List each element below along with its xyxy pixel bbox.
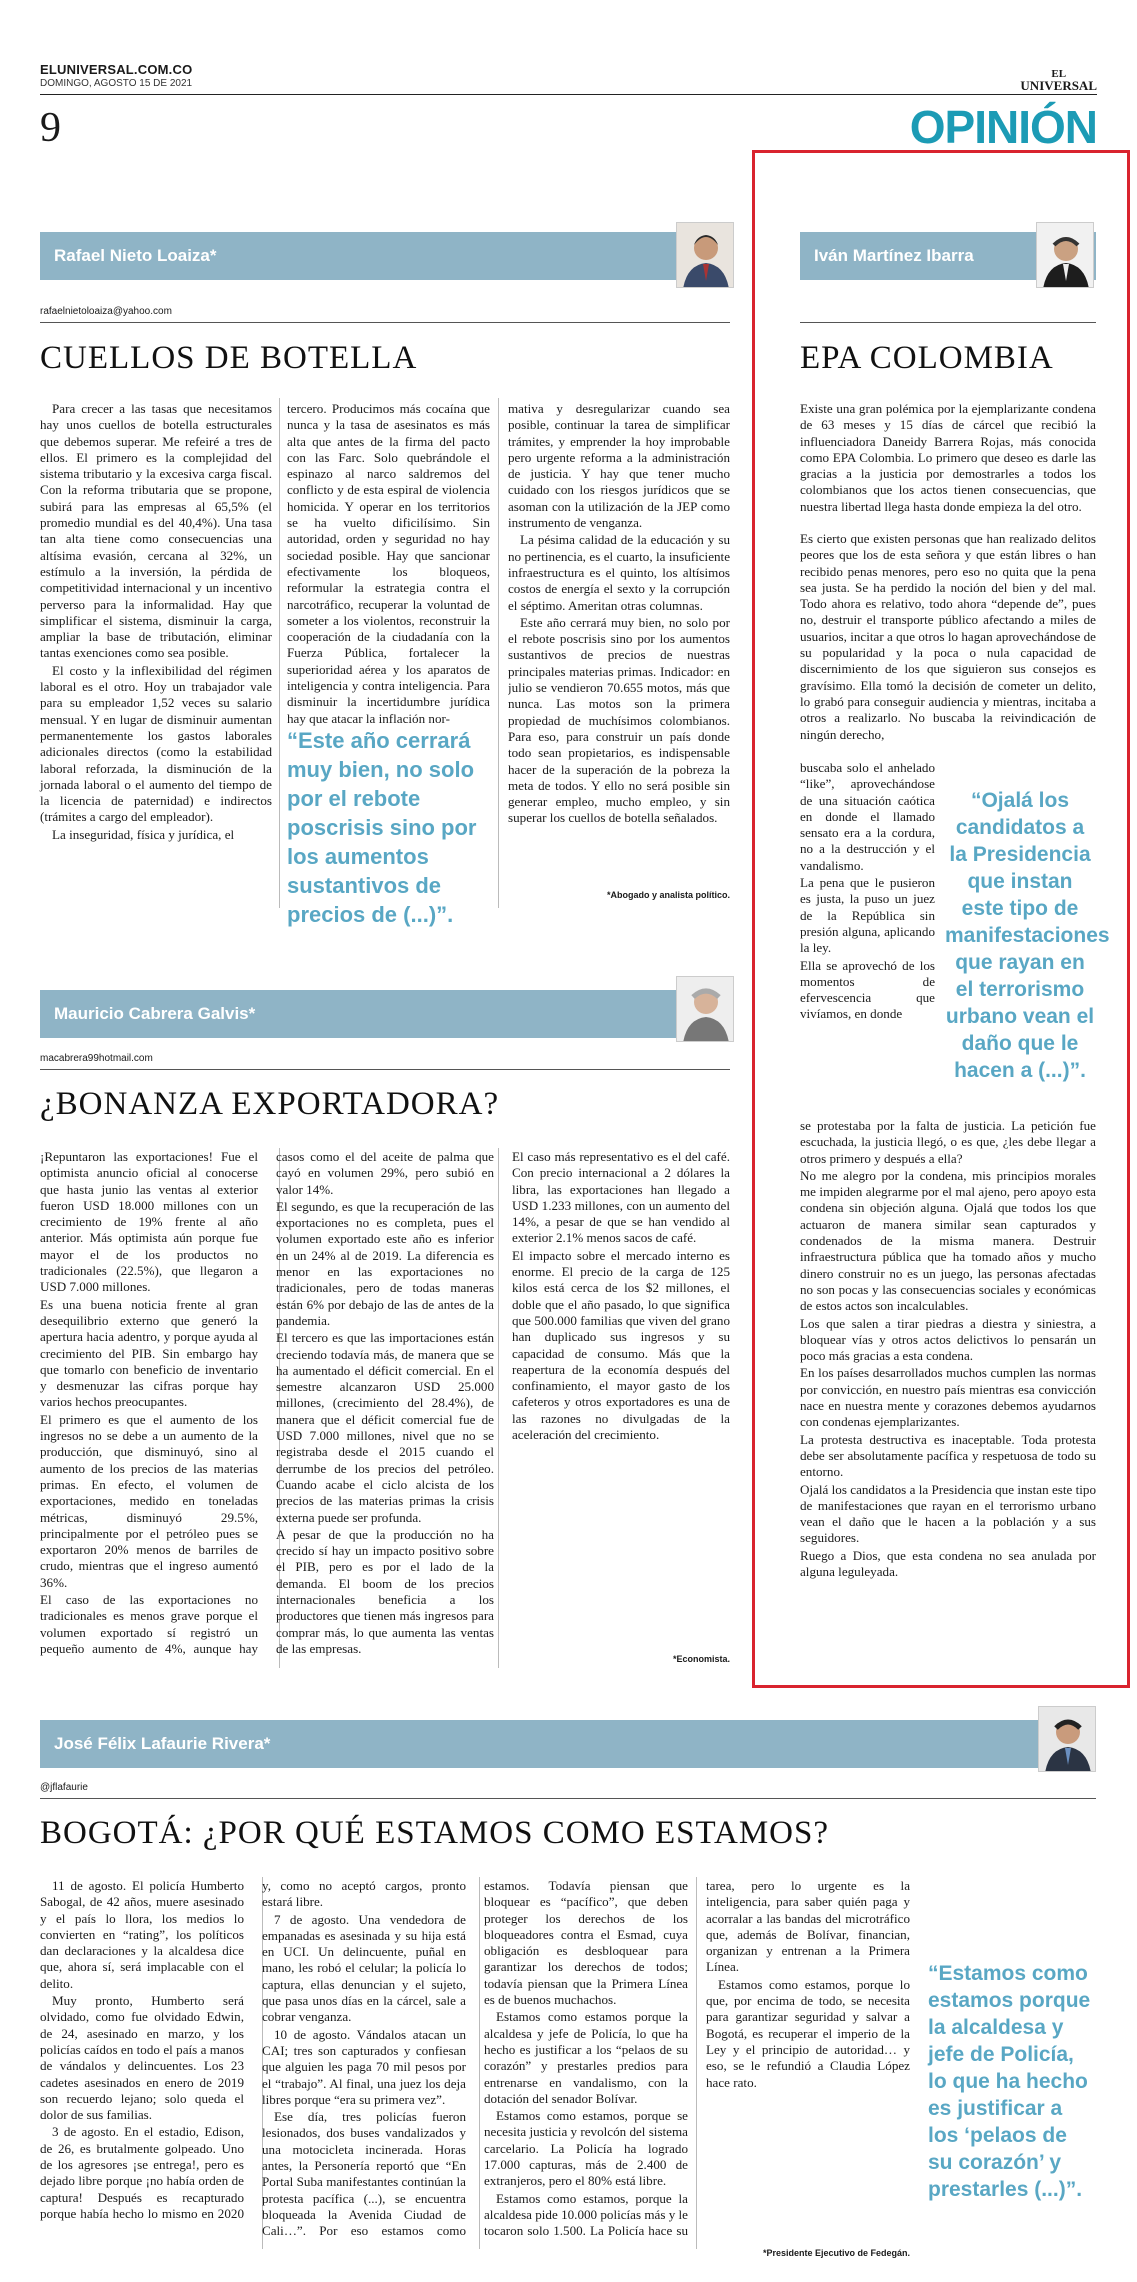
article-column-3 — [508, 401, 730, 881]
paragraph: Este año cerrará muy bien, no solo por el rebote poscrisis sino por los aumentos sustantivos de precios de nuestras principales materias primas. Indicador: en julio se vendieron 70.655 motos, más que nunca. Las motos son la primera propiedad de muchísimos colombianos. Para eso, para construir un país donde todo sean propietarios, es indispensable hacer de la superación de la pobreza la meta de todos. Y ello no será posible sin generar empleo, mucho empleo, y sin superar los cuellos de botella señalados. — [508, 614, 730, 826]
article-body-top — [800, 401, 1096, 516]
article-body-narrow — [800, 760, 935, 1120]
author-email: rafaelnietoloaiza@yahoo.com — [40, 306, 172, 317]
paragraph-cont: tercero. Producimos más cocaína que nunca y la tasa de asesinatos es más alta que antes de la firma del pacto con las Farc. Solo quebrándole el espinazo al narco saldremos del conflicto y de esta espiral de violencia homicida. Y operar en los territorios se ha vuelto dificilísimo. Sin autoridad, orden y seguridad no hay sociedad posible. Hay que sancionar efectivamente los bloqueos, reformular la estrategia contra el narcotráfico, recuperar la voluntad de someter a los violentos, reconstruir la cooperación de la ciudadanía con la Fuerza Pública, fortalecer la superioridad aérea y los aparatos de inteligencia y contra inteligencia. Para disminuir la incertidumbre jurídica hay que atacar la inflación nor- — [287, 401, 490, 726]
headline-rule — [800, 322, 1096, 323]
column-rule — [498, 398, 499, 908]
headline-rule — [40, 1069, 730, 1070]
paragraph: Para crecer a las tasas que necesitamos hay unos cuellos de botella estructurales que debemos superar. Me refeiré a tres de ellos. El primero es la complejidad del sistema tributario y la excesiva carga fiscal. Con la reforma tributaria que se propone, subirá para las empresas al 65,5% (el promedio mundial es del 40,4%). Una tasa tan alta tiene como consecuencias una altísima evasión, cercana al 32%, un estímulo a la inversión, la pérdida de competitividad internacional y un incentivo perverso para la informalidad. Hay que simplificar el sistema, disminuir la carga, ampliar la base de tributación, eliminar tantas exenciones como sea posible. — [40, 401, 272, 661]
paragraph: En los países desarrollados muchos cumplen las normas por convicción, en nuestro país mientras esa convicción nace en nuestra mente y corazones debemos ayudarnos con condenas ejemplarizantes. — [800, 1365, 1096, 1430]
logo-top: EL — [1051, 68, 1067, 80]
author-name: José Félix Lafaurie Rivera* — [54, 1734, 271, 1753]
section-title: OPINIÓN — [909, 101, 1097, 153]
headline-rule — [40, 322, 730, 323]
article-body-bottom — [800, 1118, 1096, 1581]
paragraph: El caso de las exportaciones no tradicionales es menos grave porque el volumen exportado sí registró un pequeño aumento de 4%, aunque hay casos como el del aceite de palma que cayó en volumen 29%, pero subió en valor 14%. — [40, 1149, 494, 1656]
paragraph: Existe una gran polémica por la ejemplarizante condena de 63 meses y 15 días de cárcel que recibió la influenciadora Daneidy Barrera Rojas, más conocida como EPA Colombia. Lo primero que deseo es darle las gracias a la justicia por demostrarles a todos los colombianos que los actos tienen consecuencias, que nuestra libertad llega hasta donde empieza la del otro. — [800, 401, 1096, 514]
paragraph: No me alegro por la condena, mis principios morales me impiden alegrarme por el mal ajeno, pero apoyo esta condena sin objeción alguna. Ojalá que todos los que actuaron de manera similar sean capturados y condenados de la misma manera. Destruir infraestructura pública que ha tomado años y mucho dinero construir no es un juego, las personas afectadas no son pocas y las consecuencias sociales y económicas de estos actos son incalculables. — [800, 1167, 1096, 1314]
paragraph-start: La inseguridad, física y jurídica, el — [52, 826, 235, 842]
article-headline: BOGOTÁ: ¿POR QUÉ ESTAMOS COMO ESTAMOS? — [40, 1815, 830, 1851]
issue-date: DOMINGO, AGOSTO 15 DE 2021 — [40, 78, 193, 89]
logo-bottom: UNIVERSAL — [1020, 78, 1097, 93]
author-bar-nieto — [40, 232, 730, 280]
paragraph-cont: se protestaba por la falta de justicia. La petición fue escuchada, la justicia llegó, o es que, ¿les debe llegar a otros primero y después a ella? — [800, 1118, 1096, 1166]
paragraph: El segundo, es que la recuperación de las exportaciones no es completa, pues el volumen exportado este año es inferior en un 24% al de 2019. La diferencia es menor en las exportaciones no tradicionales, pero de todas maneras están 6% por debajo de las de antes de la pandemia. — [276, 1198, 494, 1328]
paragraph: A pesar de que la producción no ha crecido sí hay un impacto positivo sobre el PIB, pero es por el lado de la demanda. El boom de los precios internacionales beneficia a los productores que tienen más ingresos para comprar más, lo que aumenta las ventas de las empresas. — [276, 1526, 494, 1656]
article-headline: CUELLOS DE BOTELLA — [40, 340, 418, 376]
author-name: Rafael Nieto Loaiza* — [54, 246, 217, 265]
paragraph: El costo y la inflexibilidad del régimen laboral es el otro. Hoy un trabajador vale para su empleador 1,52 veces su salario mensual. Y en lugar de disminuir aumentan permanentemente los gastos laborales adicionales directos (como la estabilidad laboral reforzada, la disminución de la jornada laboral o el aumento del tiempo de la licencia de paternidad) e indirectos (trámites a cargo del empleador). — [40, 662, 272, 825]
article-headline: ¿BONANZA EXPORTADORA? — [40, 1086, 500, 1122]
author-photo-lafaurie — [1038, 1706, 1096, 1772]
pull-quote: “Este año cerrará muy bien, no solo por el rebote poscrisis sino por los aumentos sustantivos de precios de (...)”. — [287, 728, 477, 927]
article-column-1 — [40, 401, 272, 909]
site-url: ELUNIVERSAL.COM.CO — [40, 62, 193, 77]
paragraph: El impacto sobre el mercado interno es enorme. El precio de la carga de 125 kilos está cerca de los $2 millones, el doble que el año pasado, lo que significa que 500.000 familias que viven del grano han duplicado sus ingresos y su capacidad de consumo. Más que la reapertura de la economía después del confinamiento, el mayor gasto de los cafeteros y otros exportadores es una de las razones no divulgadas de la aceleración del crecimiento. — [512, 1247, 730, 1443]
paragraph-cont: buscaba solo el anhelado “like”, aprovechándose de una situación caótica en donde el llamado sensato era a la cordura, no a la destrucción y el vandalismo. — [800, 760, 935, 873]
article-body — [40, 1878, 910, 2246]
paragraph: ¡Repuntaron las exportaciones! Fue el optimista anuncio oficial al conocerse que hasta junio las ventas al exterior fueron USD 18.000 millones con un crecimiento de 19% frente al año anterior. Más optimista aún porque fue mayor el de los productos no tradicionales (22.5%), que llegaron a USD 7.000 millones. — [40, 1149, 258, 1295]
headline-rule — [40, 1798, 1096, 1799]
paragraph: El caso más representativo es el del café. Con precio internacional a 2 dólares la libra, las exportaciones han llegado a USD 1.233 millones, con un aumento del 14%, a pesar de que se han vendido al exterior 2.1% menos sacos de café. — [512, 1149, 730, 1246]
paragraph-cont: mativa y desregularizar cuando sea posible, continuar la tarea de simplificar trámites, y emprender la hoy improbable pero urgente reforma a la administración de justicia. Y hay que tener mucho cuidado con los riesgos jurídicos que se asoman con la utilización de la JEP como instrumento de venganza. — [508, 401, 730, 531]
newspaper-logo — [1020, 68, 1097, 92]
author-signature: *Abogado y analista político. — [606, 890, 730, 900]
author-name: Iván Martínez Ibarra — [814, 246, 974, 265]
paragraph-start: Ella se aprovechó de los momentos de efervescencia que vivíamos, en donde — [800, 957, 935, 1022]
author-signature: *Economista. — [672, 1654, 730, 1664]
page-number: 9 — [40, 105, 61, 151]
author-handle: @jflafaurie — [40, 1782, 88, 1793]
paragraph: Es cierto que existen personas que han realizado delitos peores que los de esta señora y que están libres o han recibido penas menores, pero eso no quita que la pena sea justa. Se ha perdido la noción del bien y del mal. Todo ahora es relativo, todo ahora “depende de”, pues no, destruir el transporte público afectando a miles de usuarios, incitar a que otros lo hagan aprovechándose de su popularidad y la poca o nula capacidad de discernimiento de los que siguieron sus consejos es gravísimo. Ella tomó la decisión de cometer un delito, lo grabó para conseguir audiencia y mientras, incitaba a otros a realizarlo. No buscaba la reivindicación de ningún derecho, — [800, 531, 1096, 742]
author-name: Mauricio Cabrera Galvis* — [54, 1004, 256, 1023]
paragraph: El primero es que el aumento de los ingresos no se debe a un aumento de la producción, que disminuyó, sino al aumento de los precios de las materias primas. En efecto, el volumen de exportaciones, medido en toneladas métricas, disminuyó 29.5%, principalmente por el petróleo pues se exportaron 20% menos de barriles de crudo, mientras que el ingreso aumentó 36%. — [40, 1411, 258, 1590]
paragraph: El tercero es que las importaciones están creciendo todavía más, de manera que se ha aumentado el déficit comercial. En el semestre alcanzaron USD 25.000 millones, (crecimiento del 28.4%), de manera que el déficit comercial fue de USD 7.000 millones, nivel que no se registraba desde el 2015 cuando el derrumbe de los precios del petróleo. Cuando acabe el ciclo alcista de los precios de las materias primas la crisis externa puede ser profunda. — [276, 1330, 494, 1525]
author-signature: *Presidente Ejecutivo de Fedegán. — [762, 2248, 910, 2258]
author-photo-martinez — [1036, 222, 1094, 288]
paragraph: Estamos como estamos, porque lo que, por encima de todo, se necesita para garantizar seguridad y salvar a Bogotá, es recuperar el imperio de la Ley y el principio de autoridad… y eso, se le refundió a Claudia López hace rato. — [706, 1976, 910, 2090]
article-body — [40, 1149, 730, 1665]
pull-quote: “Estamos como estamos porque la alcaldesa y jefe de Policía, lo que ha hecho es justificar a los ‘pelaos de su corazón’ y prestarles (...)”. — [928, 1962, 1091, 2201]
masthead-rule — [40, 94, 1097, 95]
paragraph: Ese día, tres policías fueron lesionados, dos buses vandalizados y una motocicleta incinerada. Horas antes, la Personería reportó que “En Portal Suba manifestantes continúan la protesta pacífica (...), se encuentra bloqueada la Avenida Ciudad de Cali…”. Por eso estamos como estamos. Todavía piensan que bloquear es “pacífico”, que deben proteger los derechos de los bloqueadores contra el Esmad, cuya obligación es desbloquear para garantizar los derechos de todos; todavía piensan que la Primera Línea es de buenos muchachos. — [262, 1878, 688, 2239]
author-bar-lafaurie — [40, 1720, 1096, 1768]
article-body-mid — [800, 531, 1096, 759]
paragraph: 10 de agosto. Vándalos atacan un CAI; tres son capturados y confiesan que alguien les paga 70 mil pesos por el “trabajo”. Al final, una juez los deja libres porque “era su primera vez”. — [262, 2026, 466, 2107]
author-bar-cabrera — [40, 990, 730, 1038]
paragraph: Estamos como estamos porque la alcaldesa y jefe de Policía, lo que ha hecho es justificar a los “pelaos de su corazón” y prestarles predios para entrenarse en vandalismo, con la dotación del senador Bolívar. — [484, 2009, 688, 2106]
paragraph: La pena que le pusieron es justa, la puso un juez de la República sin presión alguna, aplicando la ley. — [800, 875, 935, 956]
article-headline: EPA COLOMBIA — [800, 340, 1054, 376]
pull-quote: “Ojalá los candidatos a la Presidencia que instan este tipo de manifestaciones que rayan en el terrorismo urbano vean el daño que le hacen a (...)”. — [945, 789, 1110, 1082]
paragraph: Es una buena noticia frente al gran desequilibrio externo que generó la apertura hacia adentro, y porque ayuda al crecimiento del PIB. Sin embargo hay que tomarlo con beneficio de inventario y desmenuzar las cifras porque hay varios hechos preocupantes. — [40, 1296, 258, 1410]
column-rule — [279, 398, 280, 908]
paragraph: 11 de agosto. El policía Humberto Sabogal, de 42 años, muere asesinado y el país lo llora, los medios lo convierten en “rating”, los políticos dan declaraciones y la alcaldesa dice que, ahora sí, será implacable con el delito. — [40, 1878, 244, 1991]
article-column-2 — [287, 401, 490, 731]
paragraph: Ruego a Dios, que esta condena no sea anulada por alguna leguleyada. — [800, 1547, 1096, 1580]
paragraph: Estamos como estamos, porque se necesita justicia y revolcón del sistema carcelario. La Policía ha logrado 17.000 capturas, más de 2.400 de extranjeros, pero el 80% está libre. — [484, 2108, 688, 2189]
author-email: macabrera99hotmail.com — [40, 1053, 153, 1064]
author-photo-nieto — [676, 222, 734, 288]
paragraph: La protesta destructiva es inaceptable. Toda protesta debe ser absolutamente pacífica y respetuosa de todo su entorno. — [800, 1431, 1096, 1480]
author-photo-cabrera — [676, 976, 734, 1042]
paragraph: Los que salen a tirar piedras a diestra y siniestra, a bloquear vías y otros actos delictivos lo pensarán un poco más gracias a esta condena. — [800, 1315, 1096, 1364]
paragraph: Ojalá los candidatos a la Presidencia que instan este tipo de manifestaciones que rayan en el terrorismo urbano vean el daño que le hacen a la población y a sus seguidores. — [800, 1481, 1096, 1546]
paragraph: La pésima calidad de la educación y su no pertinencia, es el cuarto, la insuficiente infraestructura es el quinto, los altísimos costos de energía el sexto y la corrupción el séptimo. Ameritan otras columnas. — [508, 532, 730, 613]
paragraph: Estamos como estamos, porque la alcaldesa pide 10.000 policías más y le tocaron solo 1.500. La Policía hace su tarea, pero lo urgente es la inteligencia, para saber quién paga y acorralar a las bandas del microtráfico que, además de Bolívar, financian, organizan y entrenan a la Primera Línea. — [484, 1878, 910, 2239]
paragraph: 3 de agosto. En el estadio, Edison, de 26, es brutalmente golpeado. Uno de los agresores ¡se entrega!, pero es dejado libre porque ¡no había orden de captura! Después es recapturado porque había hecho lo mismo en 2020 y, como no aceptó cargos, pronto estará libre. — [40, 1878, 466, 2221]
paragraph: Muy pronto, Humberto será olvidado, como fue olvidado Edwin, de 24, asesinado en marzo, y los policías caídos en todo el país a manos de vándalos y delincuentes. Los 23 cadetes asesinados en enero de 2019 son recuerdo lejano; solo queda el dolor de sus familias. — [40, 1993, 244, 2123]
paragraph: 7 de agosto. Una vendedora de empanadas es asesinada y su hija está en UCI. Un delincuente, puñal en mano, les robó el celular; la policía lo captura, ellas denuncian y el sujeto, que pasa unos días en la cárcel, sale a cobrar venganza. — [262, 1911, 466, 2025]
